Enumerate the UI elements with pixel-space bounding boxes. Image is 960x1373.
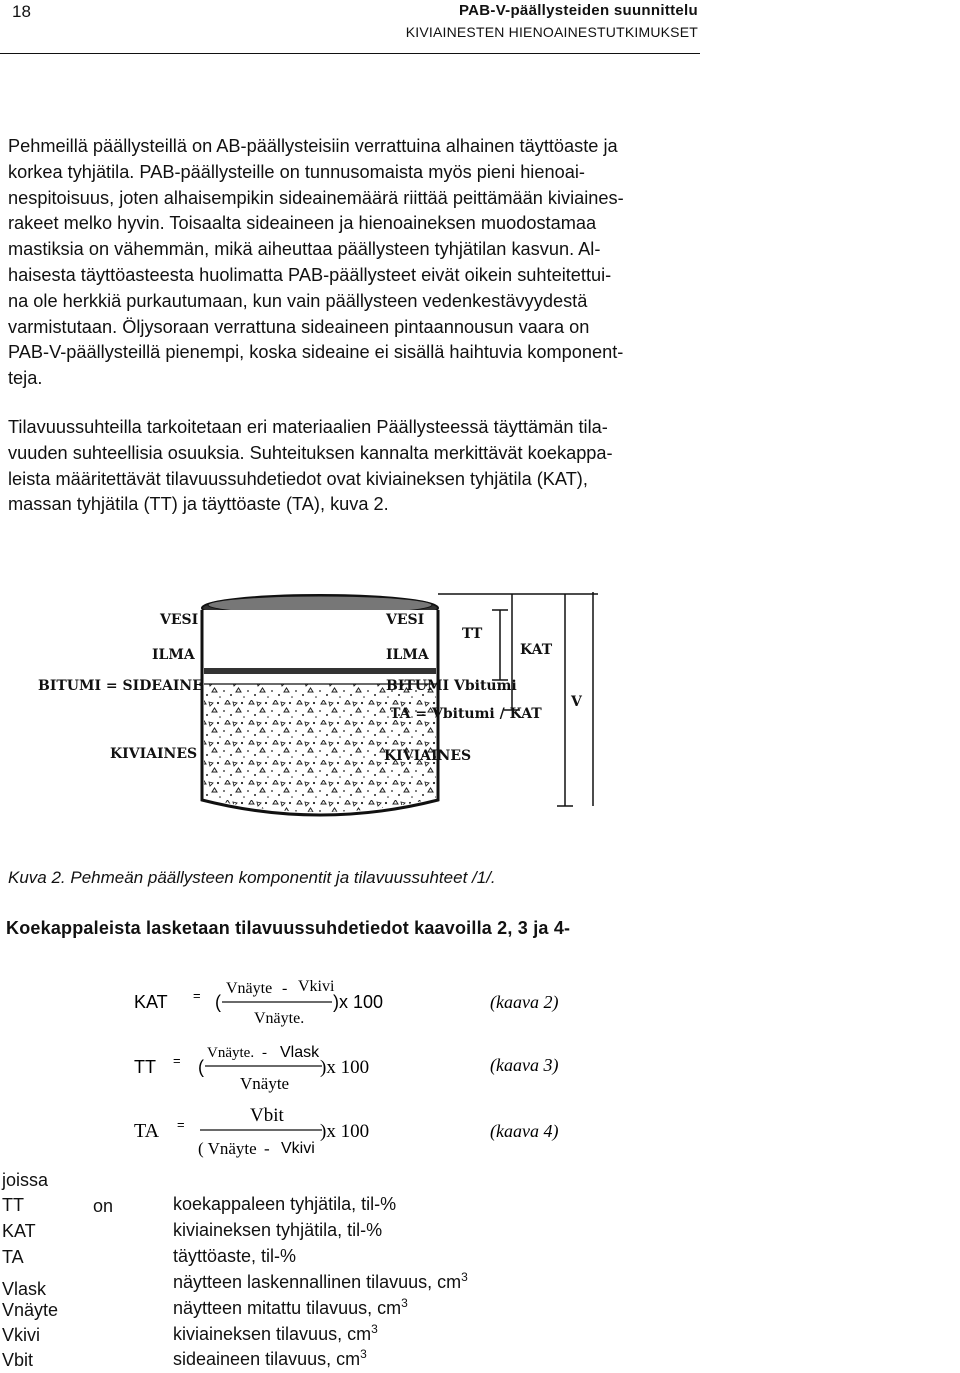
- formula-kat-numerator-a: Vnäyte: [226, 980, 273, 997]
- legend-description: sideaineen tilavuus, $cm^3$: [173, 1347, 367, 1369]
- label-vesi-left: VESI: [160, 612, 199, 628]
- formula-kat-name: KAT: [134, 992, 168, 1012]
- label-vesi-right: VESI: [386, 612, 425, 628]
- formula-tt-suffix: )x 100: [320, 1057, 370, 1078]
- formula-tt-equals: =: [173, 1053, 181, 1068]
- label-kat: KAT: [520, 642, 553, 658]
- formula-tt: [134, 1044, 558, 1093]
- paragraph-line: teja.: [8, 368, 43, 389]
- formula-kat-ref: (kaava 2): [490, 992, 559, 1012]
- paragraph-line: Tilavuussuhteilla tarkoitetaan eri materiaalien Päällysteessä täyttämän tila-: [8, 417, 608, 437]
- legend-symbol: TT: [2, 1195, 24, 1215]
- document-title: PAB-V-päällysteiden suunnittelu: [458, 2, 698, 19]
- formula-kat-minus: -: [282, 980, 288, 997]
- paragraph-line: nespitoisuus, joten alhaisempikin sideainemäärä riittää peittämään kiviaines-: [8, 187, 624, 208]
- legend-description: näytteen mitattu tilavuus, $cm^3$: [173, 1296, 408, 1318]
- label-v: V: [571, 694, 582, 710]
- label-ilma-right: ILMA: [386, 647, 429, 663]
- header-rule: [0, 53, 700, 54]
- paragraph-line: na ole herkkiä purkautumaan, kun vain päällysteen vedenkestävyydestä: [8, 290, 588, 311]
- formula-kat-paren: (: [215, 992, 221, 1012]
- paragraph-line: leista määritettävät tilavuussuhdetiedot ovat kiviaineksen tyhjätila (KAT),: [8, 468, 588, 489]
- formula-kat-suffix: )x 100: [333, 992, 384, 1012]
- legend-symbol: KAT: [2, 1221, 36, 1241]
- paragraph-line: haisesta täyttöasteesta huolimatta PAB-päällysteet eivät oikein suhteitettui-: [8, 264, 612, 285]
- figure-caption: Kuva 2. Pehmeän päällysteen komponentit ja tilavuussuhteet /1/.: [8, 868, 496, 887]
- paragraph-line: mastiksia on vähemmän, mikä aiheuttaa päällysteen tyhjätilan kasvun. Al-: [8, 239, 601, 260]
- formula-tt-denominator: Vnäyte: [240, 1074, 290, 1093]
- paragraph-line: vuuden suhteellisia osuuksia. Suhteituksen kannalta merkittävät koekappa-: [8, 442, 613, 463]
- formula-kat: [134, 978, 558, 1027]
- label-vbitumi: Vbitumi: [454, 678, 517, 694]
- formula-ta: [134, 1105, 558, 1158]
- formula-ta-suffix: )x 100: [320, 1121, 370, 1142]
- label-tt: TT: [462, 626, 483, 642]
- legend-description: kiviaineksen tyhjätila, til-%: [173, 1220, 383, 1240]
- formulas-heading: Koekappaleista lasketaan tilavuussuhdetiedot kaavoilla 2, 3 ja 4-: [6, 918, 571, 938]
- paragraph-line: varmistutaan. Öljysoraan verrattuna sideaineen pintaannousun vaara on: [8, 316, 590, 337]
- legend-symbol: TA: [2, 1247, 24, 1267]
- paragraph-line: Pehmeillä päällysteillä on AB-päällysteisiin verrattuina alhainen täyttöaste ja: [8, 136, 618, 156]
- formula-kat-denominator: Vnäyte.: [254, 1010, 305, 1027]
- formula-tt-paren: (: [198, 1057, 204, 1077]
- paragraph-line: PAB-V-päällysteillä pienempi, koska sideaine ei sisällä haihtuvia komponent-: [8, 342, 624, 363]
- paragraph-2: [8, 415, 698, 518]
- legend-on-word: on: [93, 1196, 114, 1216]
- legend-description: näytteen laskennallinen tilavuus, $cm^3$: [173, 1270, 468, 1292]
- page-number: 18: [12, 2, 31, 21]
- formula-ta-ref: (kaava 4): [490, 1121, 559, 1141]
- label-ta-formula: TA = Vbitumi / KAT: [390, 706, 542, 722]
- label-ilma-left: ILMA: [152, 647, 195, 663]
- formulas: [0, 965, 620, 1165]
- legend-symbol: Vnäyte: [2, 1300, 59, 1320]
- legend-symbol: Vbit: [2, 1350, 34, 1370]
- paragraph-1: [8, 134, 698, 392]
- legend-symbol: Vkivi: [2, 1325, 41, 1345]
- legend-symbol: Vlask: [2, 1279, 47, 1299]
- paragraph-line: rakeet melko hyvin. Toisaalta sideaineen ja hienoaineksen muodostamaa: [8, 213, 597, 234]
- label-bitumi-left: BITUMI = SIDEAINE: [38, 678, 203, 694]
- formula-kat-equals: =: [193, 988, 201, 1003]
- formula-ta-numerator: Vbit: [250, 1105, 284, 1126]
- formula-ta-den-b: Vkivi: [281, 1140, 315, 1157]
- formula-ta-den-open: ( Vnäyte: [198, 1139, 257, 1158]
- label-bitumi-right: BITUMI: [386, 678, 450, 694]
- paragraph-line: korkea tyhjätila. PAB-päällysteille on tunnusomaista myös pieni hienoai-: [8, 161, 585, 182]
- formula-ta-equals: =: [177, 1117, 185, 1132]
- label-kiviaines-left: KIVIAINES: [110, 746, 198, 762]
- formula-tt-ref: (kaava 3): [490, 1055, 559, 1075]
- formula-tt-name: TT: [134, 1057, 156, 1077]
- formula-kat-numerator-b: Vkivi: [298, 978, 335, 995]
- formula-tt-numerator-b: Vlask: [280, 1044, 320, 1061]
- document-subtitle: KIVIAINESTEN HIENOAINESTUTKIMUKSET: [405, 24, 698, 40]
- jar: [202, 595, 438, 815]
- formula-tt-minus: -: [262, 1045, 267, 1061]
- label-kiviaines-right: KIVIAINES: [384, 748, 472, 764]
- formula-tt-numerator-a: Vnäyte.: [207, 1045, 255, 1061]
- legend-intro: joissa: [2, 1170, 49, 1190]
- legend-description: täyttöaste, til-%: [173, 1246, 297, 1266]
- paragraph-line: massan tyhjätila (TT) ja täyttöaste (TA), kuva 2.: [8, 494, 389, 515]
- jar-diagram: [30, 580, 620, 830]
- legend-description: kiviaineksen tilavuus, $cm^3$: [173, 1322, 378, 1344]
- legend-description: koekappaleen tyhjätila, til-%: [173, 1194, 397, 1214]
- formula-ta-name: TA: [134, 1120, 160, 1142]
- formula-ta-den-minus: -: [264, 1139, 270, 1158]
